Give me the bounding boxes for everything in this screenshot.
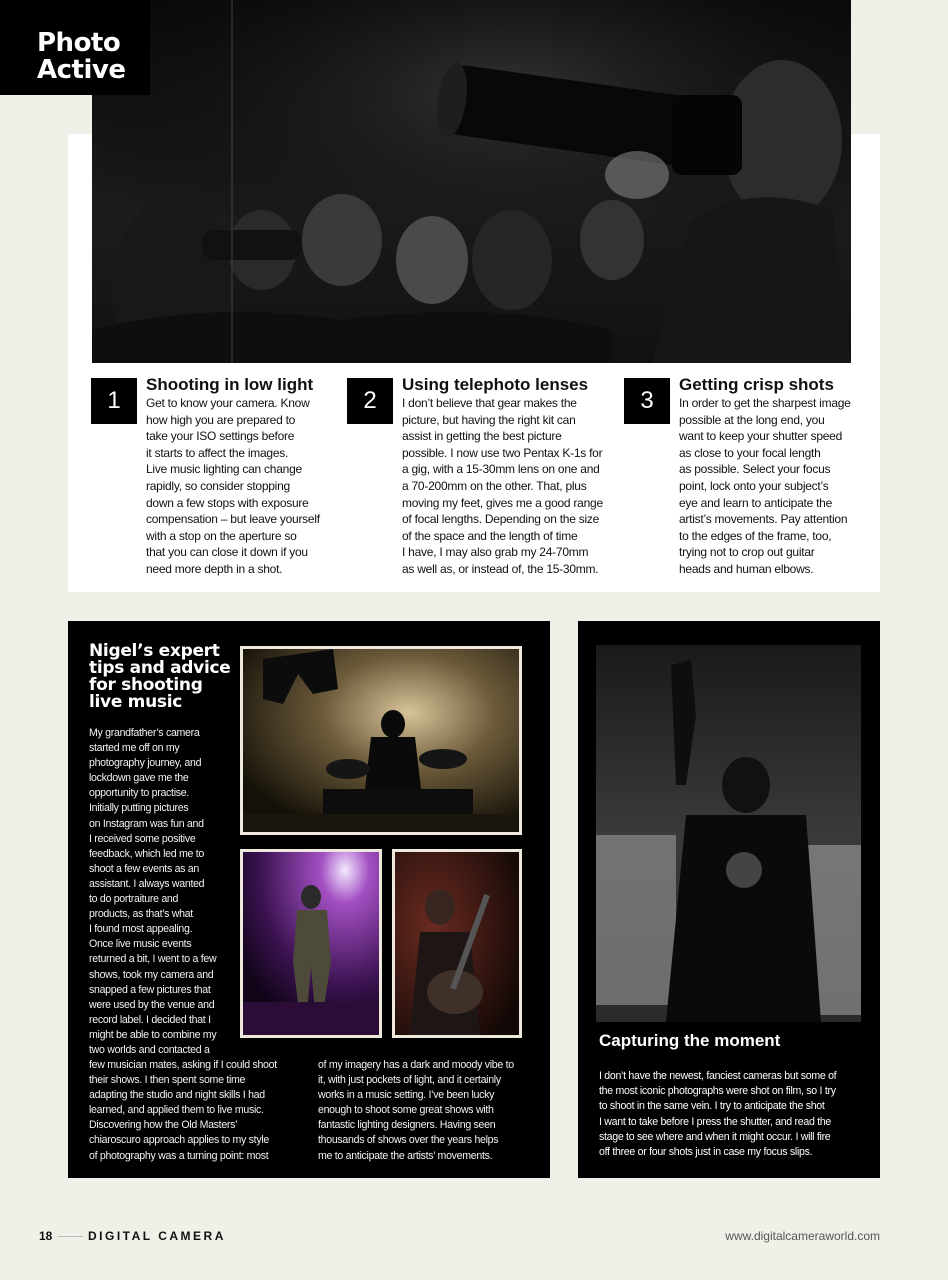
feature-title: Nigel’s expert tips and advice for shooting live music bbox=[89, 641, 231, 712]
tip-1-title: Shooting in low light bbox=[146, 375, 314, 394]
tip-1-body: Get to know your camera. Know how high you are prepared to take your ISO settings before it starts to affect the images. Live music lighting can change rapidly, so consider stopping down a few stops with exposure compensation – but leave yourself with a stop on the aperture so that you can close it down if you need more depth in a shot. bbox=[146, 396, 320, 576]
tip-3-body: In order to get the sharpest image possible at the long end, you want to keep your shutter speed as close to your focal length as possible. Select your focus point, lock onto your subject’s eye and learn to anticipate the artist’s movements. Pay attention to the edges of the frame, too, trying not to crop out guitar heads and human elbows. bbox=[679, 396, 851, 576]
feature-column-1-continued: few musician mates, asking if I could shoot their shows. I then spent some time adapting the studio and night skills I had learned, and applied them to live music. Discovering how the Old Masters’ chiaroscuro approach applies to my style of photography was a turning point: most bbox=[89, 1059, 277, 1162]
photo-guitarist bbox=[392, 849, 522, 1038]
sidebar-box bbox=[578, 621, 880, 1178]
feature-column-1: My grandfather’s camera started me off on my photography journey, and lockdown gave me the opportunity to practise. Initially putting pictures on Instagram was fun and I received some positive feedback, which led me to shoot a few events as an assistant. I always wanted to do portraiture and products, as that’s what I found most appealing. Once live music events returned a bit, I went to a few shows, took my camera and snapped a few pictures that were used by the venue and record label. I decided that I might be able to combine my two worlds and contacted a bbox=[89, 727, 217, 1056]
page-number: 18 bbox=[39, 1229, 53, 1243]
tip-3-number: 3 bbox=[624, 378, 670, 424]
section-badge bbox=[0, 0, 150, 95]
badge-line-2: Active bbox=[37, 55, 126, 85]
footer-divider bbox=[58, 1236, 83, 1237]
tip-2-title: Using telephoto lenses bbox=[402, 375, 589, 394]
tip-3-title: Getting crisp shots bbox=[679, 375, 834, 394]
tip-2-number: 2 bbox=[347, 378, 393, 424]
badge-line-1: Photo bbox=[37, 28, 121, 58]
photo-performer-arm-raised bbox=[596, 645, 861, 1022]
feature-column-2: of my imagery has a dark and moody vibe to it, with just pockets of light, and it certainly works in a music setting. I’ve been lucky enough to shoot some great shows with fantastic lighting designers. Having seen thousands of shows over the years helps me to anticipate the artists’ movements. bbox=[318, 1059, 514, 1162]
sidebar-body: I don’t have the newest, fanciest cameras but some of the most iconic photographs were shot on film, so I try to shoot in the same vein. I try to anticipate the shot I want to take before I press the shutter, and read the stage to see where and when it might occur. I will fire off three or four shots just in case my focus slips. bbox=[599, 1070, 837, 1159]
magazine-name: DIGITAL CAMERA bbox=[88, 1229, 226, 1243]
tip-1-number: 1 bbox=[91, 378, 137, 424]
feature-box bbox=[68, 621, 550, 1178]
tip-2-body: I don’t believe that gear makes the picture, but having the right kit can assist in getting the best picture possible. I now use two Pentax K-1s for a gig, with a 15-30mm lens on one and a 70-200mm on the other. That, plus moving my feet, gives me a good range of focal lengths. Depending on the size of the space and the length of time I have, I may also grab my 24-70mm as well as, or instead of, the 15-30mm. bbox=[402, 396, 603, 576]
sidebar-title: Capturing the moment bbox=[599, 1031, 781, 1050]
website-url: www.digitalcameraworld.com bbox=[725, 1229, 880, 1243]
photo-drummer bbox=[240, 646, 522, 835]
hero-photo bbox=[92, 0, 851, 363]
photo-singer-purple bbox=[240, 849, 382, 1038]
